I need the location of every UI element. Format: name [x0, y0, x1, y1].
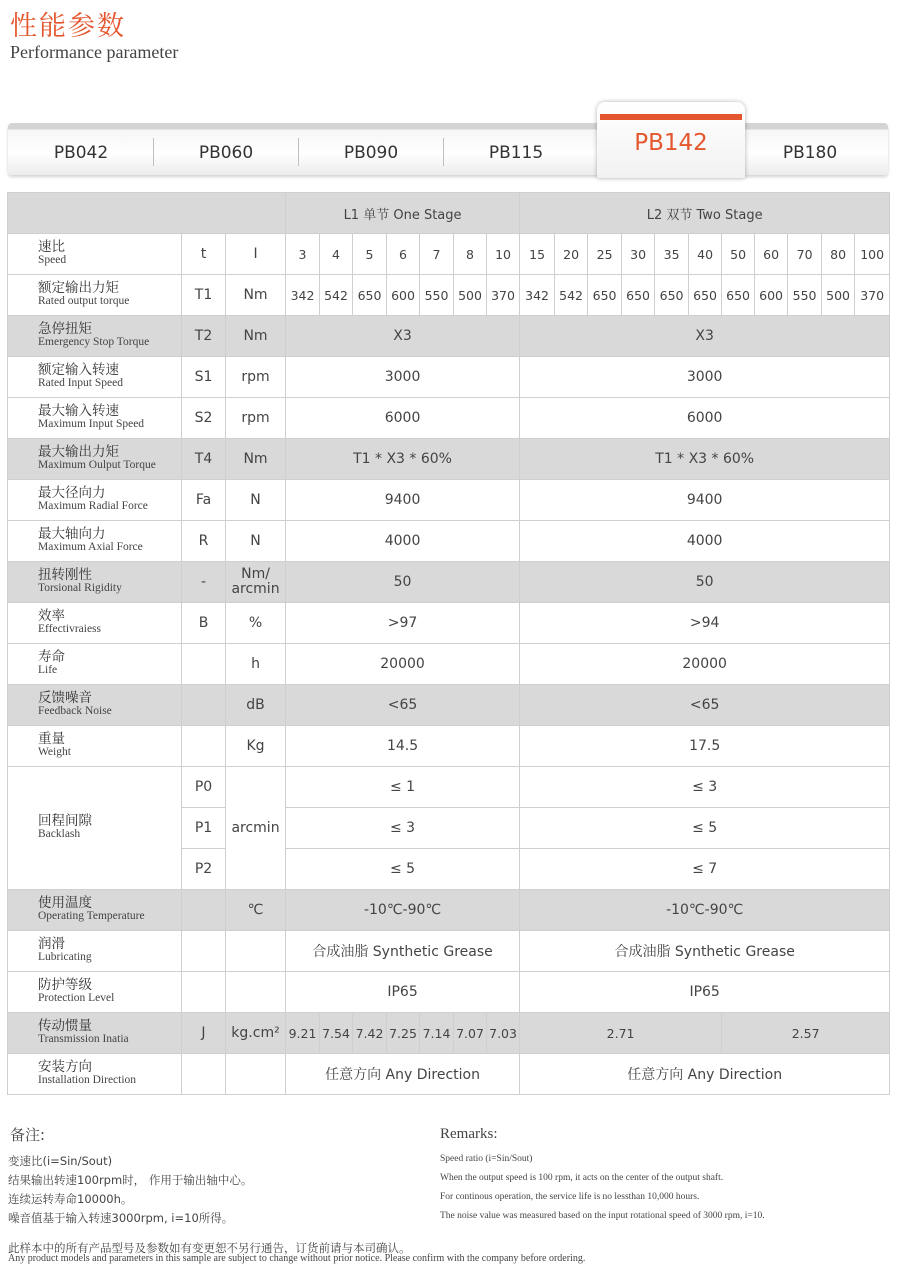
page-title: 性能参数	[10, 11, 126, 42]
stage1-header: L1 单节 One Stage	[286, 193, 520, 234]
ratio-cell: 4	[320, 234, 353, 275]
param-symbol	[182, 931, 226, 972]
stage2-value: X3	[520, 316, 890, 357]
remark-zh: 结果输出转速100rpm时， 作用于输出轴中心。	[8, 1173, 253, 1187]
torque-cell: 600	[387, 275, 420, 316]
stage2-value: 任意方向 Any Direction	[520, 1054, 890, 1095]
param-unit: Nm	[226, 275, 286, 316]
active-tab-indicator	[600, 114, 742, 120]
ratio-cell: 80	[822, 234, 855, 275]
table-row	[8, 439, 890, 480]
param-symbol: T2	[182, 316, 226, 357]
stage2-value: 4000	[520, 521, 890, 562]
param-name: 回程间隙 Backlash	[8, 767, 182, 890]
stage2-value: >94	[520, 603, 890, 644]
param-name: 速比 Speed	[8, 234, 182, 275]
ratio-cell: 100	[855, 234, 890, 275]
torque-cell: 650	[722, 275, 755, 316]
param-symbol	[182, 890, 226, 931]
stage1-value: X3	[286, 316, 520, 357]
table-row	[8, 685, 890, 726]
table-row	[8, 480, 890, 521]
table-row	[8, 972, 890, 1013]
stage2-value: 17.5	[520, 726, 890, 767]
remarks-title-zh: 备注:	[10, 1126, 46, 1144]
stage1-value: 20000	[286, 644, 520, 685]
performance-table	[7, 192, 890, 1095]
ratio-cell: 35	[655, 234, 689, 275]
param-name: 重量 Weight	[8, 726, 182, 767]
inertia-cell: 7.54	[320, 1013, 353, 1054]
table-row	[8, 316, 890, 357]
param-unit	[226, 972, 286, 1013]
param-name: 额定输入转速 Rated Input Speed	[8, 357, 182, 398]
stage1-value: 9400	[286, 480, 520, 521]
param-symbol: Fa	[182, 480, 226, 521]
tab-pb142-label[interactable]: PB142	[634, 130, 708, 156]
param-symbol	[182, 972, 226, 1013]
torque-cell: 650	[689, 275, 722, 316]
ratio-cell: 6	[387, 234, 420, 275]
table-row	[8, 767, 890, 808]
stage2-value: 6000	[520, 398, 890, 439]
param-symbol	[182, 644, 226, 685]
torque-cell: 550	[788, 275, 822, 316]
inertia-cell: 7.25	[387, 1013, 420, 1054]
ratio-cell: 3	[286, 234, 320, 275]
stage1-value: 4000	[286, 521, 520, 562]
param-unit: ℃	[226, 890, 286, 931]
param-unit: N	[226, 480, 286, 521]
param-unit: arcmin	[226, 767, 286, 890]
ratio-cell: 60	[755, 234, 788, 275]
torque-cell: 342	[520, 275, 555, 316]
torque-cell: 650	[588, 275, 622, 316]
param-unit: Nm/ arcmin	[226, 562, 286, 603]
param-unit: %	[226, 603, 286, 644]
table-row	[8, 521, 890, 562]
torque-cell: 370	[487, 275, 520, 316]
param-name: 使用温度 Operating Temperature	[8, 890, 182, 931]
param-name: 最大输入转速 Maximum Input Speed	[8, 398, 182, 439]
param-name: 传动惯量 Transmission Inatia	[8, 1013, 182, 1054]
stage1-value: ≤ 1	[286, 767, 520, 808]
remark-zh: 变速比(i=Sin/Sout)	[8, 1154, 113, 1168]
inertia-cell: 2.71	[520, 1013, 722, 1054]
stage2-header: L2 双节 Two Stage	[520, 193, 890, 234]
torque-cell: 542	[555, 275, 588, 316]
param-name: 效率 Effectivraiess	[8, 603, 182, 644]
stage2-value: ≤ 3	[520, 767, 890, 808]
stage1-value: ≤ 5	[286, 849, 520, 890]
param-unit: Nm	[226, 439, 286, 480]
tab-pb060[interactable]: PB060	[198, 143, 254, 163]
stage1-value: IP65	[286, 972, 520, 1013]
stage2-value: 合成油脂 Synthetic Grease	[520, 931, 890, 972]
header-blank	[8, 193, 286, 234]
ratio-cell: 7	[420, 234, 454, 275]
param-symbol: R	[182, 521, 226, 562]
tab-pb180[interactable]: PB180	[782, 143, 838, 163]
stage2-value: 50	[520, 562, 890, 603]
param-unit: rpm	[226, 398, 286, 439]
table-row	[8, 357, 890, 398]
stage1-value: 任意方向 Any Direction	[286, 1054, 520, 1095]
stage1-value: >97	[286, 603, 520, 644]
torque-cell: 500	[454, 275, 487, 316]
ratio-cell: 40	[689, 234, 722, 275]
param-name: 急停扭矩 Emergency Stop Torque	[8, 316, 182, 357]
table-row	[8, 1054, 890, 1095]
remark-zh: 噪音值基于输入转速3000rpm, i=10所得。	[8, 1211, 234, 1225]
param-name: 润滑 Lubricating	[8, 931, 182, 972]
table-row	[8, 931, 890, 972]
param-unit	[226, 931, 286, 972]
remark-en: For continous operation, the service life is no lessthan 10,000 hours.	[440, 1192, 700, 1202]
tab-pb115[interactable]: PB115	[488, 143, 544, 163]
param-symbol: P1	[182, 808, 226, 849]
param-unit	[226, 1054, 286, 1095]
stage2-value: 9400	[520, 480, 890, 521]
table-row	[8, 562, 890, 603]
stage1-value: 14.5	[286, 726, 520, 767]
param-symbol: S1	[182, 357, 226, 398]
remarks-title-en: Remarks:	[440, 1126, 498, 1142]
table-row	[8, 275, 890, 316]
torque-cell: 600	[755, 275, 788, 316]
param-name: 安装方向 Installation Direction	[8, 1054, 182, 1095]
stage2-value: <65	[520, 685, 890, 726]
torque-cell: 650	[655, 275, 689, 316]
param-unit: rpm	[226, 357, 286, 398]
stage1-value: -10℃-90℃	[286, 890, 520, 931]
table-row	[8, 398, 890, 439]
torque-cell: 650	[622, 275, 655, 316]
param-symbol: J	[182, 1013, 226, 1054]
param-unit: Kg	[226, 726, 286, 767]
tab-pb042[interactable]: PB042	[53, 143, 109, 163]
param-symbol	[182, 685, 226, 726]
param-symbol	[182, 1054, 226, 1095]
ratio-cell: 5	[353, 234, 387, 275]
remark-zh: 连续运转寿命10000h。	[8, 1192, 133, 1206]
ratio-cell: 70	[788, 234, 822, 275]
param-unit: kg.cm²	[226, 1013, 286, 1054]
remark-en: The noise value was measured based on the input rotational speed of 3000 rpm, i=10.	[440, 1211, 765, 1221]
table-row	[8, 234, 890, 275]
param-symbol: T4	[182, 439, 226, 480]
stage2-value: T1 * X3 * 60%	[520, 439, 890, 480]
torque-cell: 370	[855, 275, 890, 316]
page-subtitle: Performance parameter	[10, 42, 179, 62]
param-unit: N	[226, 521, 286, 562]
stage1-value: 3000	[286, 357, 520, 398]
ratio-cell: 50	[722, 234, 755, 275]
param-name: 扭转刚性 Torsional Rigidity	[8, 562, 182, 603]
param-name: 寿命 Life	[8, 644, 182, 685]
param-name: 额定输出力矩 Rated output torque	[8, 275, 182, 316]
stage1-value: 6000	[286, 398, 520, 439]
torque-cell: 650	[353, 275, 387, 316]
tab-pb090[interactable]: PB090	[343, 143, 399, 163]
inertia-cell: 7.14	[420, 1013, 454, 1054]
stage1-value: T1 * X3 * 60%	[286, 439, 520, 480]
torque-cell: 550	[420, 275, 454, 316]
stage2-value: -10℃-90℃	[520, 890, 890, 931]
table-row	[8, 1013, 890, 1054]
param-name: 最大轴向力 Maximum Axial Force	[8, 521, 182, 562]
ratio-cell: 10	[487, 234, 520, 275]
stage1-value: <65	[286, 685, 520, 726]
torque-cell: 500	[822, 275, 855, 316]
param-name: 最大径向力 Maximum Radial Force	[8, 480, 182, 521]
stage2-value: ≤ 7	[520, 849, 890, 890]
ratio-cell: 25	[588, 234, 622, 275]
stage2-value: 3000	[520, 357, 890, 398]
param-unit: h	[226, 644, 286, 685]
ratio-cell: 30	[622, 234, 655, 275]
param-unit: I	[226, 234, 286, 275]
table-header-row	[8, 193, 890, 234]
ratio-cell: 20	[555, 234, 588, 275]
table-row	[8, 644, 890, 685]
footer-disclaimer-zh: 此样本中的所有产品型号及参数如有变更恕不另行通告，订货前请与本司确认。	[8, 1241, 411, 1255]
stage2-value: IP65	[520, 972, 890, 1013]
stage2-value: ≤ 5	[520, 808, 890, 849]
inertia-cell: 2.57	[722, 1013, 890, 1054]
footer-disclaimer-en: Any product models and parameters in this sample are subject to change without prior notice. Please confirm with the company before ordering.	[8, 1253, 586, 1264]
param-symbol: P2	[182, 849, 226, 890]
param-name: 防护等级 Protection Level	[8, 972, 182, 1013]
param-symbol: S2	[182, 398, 226, 439]
remark-en: Speed ratio (i=Sin/Sout)	[440, 1154, 533, 1164]
param-unit: Nm	[226, 316, 286, 357]
inertia-cell: 9.21	[286, 1013, 320, 1054]
inertia-cell: 7.07	[454, 1013, 487, 1054]
param-symbol: B	[182, 603, 226, 644]
param-unit: dB	[226, 685, 286, 726]
table-row	[8, 726, 890, 767]
param-symbol: P0	[182, 767, 226, 808]
stage2-value: 20000	[520, 644, 890, 685]
table-row	[8, 603, 890, 644]
torque-cell: 542	[320, 275, 353, 316]
param-name: 反馈噪音 Feedback Noise	[8, 685, 182, 726]
param-name: 最大输出力矩 Maximum Oulput Torque	[8, 439, 182, 480]
param-symbol: -	[182, 562, 226, 603]
param-symbol: T1	[182, 275, 226, 316]
ratio-cell: 15	[520, 234, 555, 275]
param-symbol: t	[182, 234, 226, 275]
stage1-value: 合成油脂 Synthetic Grease	[286, 931, 520, 972]
stage1-value: 50	[286, 562, 520, 603]
inertia-cell: 7.42	[353, 1013, 387, 1054]
torque-cell: 342	[286, 275, 320, 316]
table-row	[8, 890, 890, 931]
ratio-cell: 8	[454, 234, 487, 275]
inertia-cell: 7.03	[487, 1013, 520, 1054]
remark-en: When the output speed is 100 rpm, it acts on the center of the output shaft.	[440, 1173, 724, 1183]
param-symbol	[182, 726, 226, 767]
stage1-value: ≤ 3	[286, 808, 520, 849]
